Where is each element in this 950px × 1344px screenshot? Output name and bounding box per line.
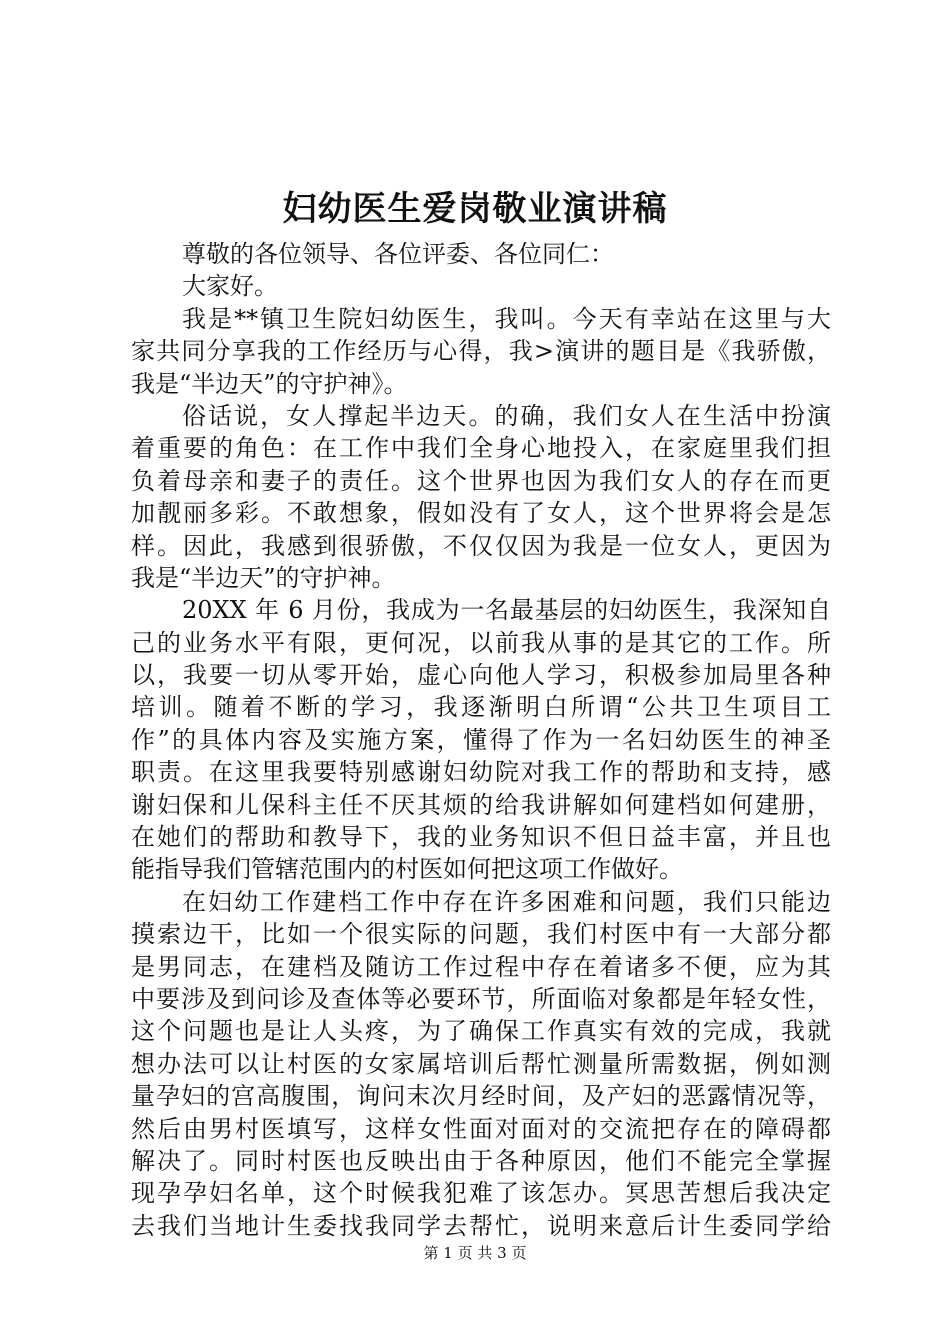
- text-line: 职责。在这里我要特别感谢妇幼院对我工作的帮助和支持，感: [131, 758, 831, 787]
- text-line: 20XX 年 6 月份，我成为一名最基层的妇幼医生，我深知自: [182, 596, 831, 625]
- document-body: [131, 238, 831, 1242]
- text-line: 俗话说，女人撑起半边天。的确，我们女人在生活中扮演: [182, 401, 831, 430]
- text-line: 然后由男村医填写，这样女性面对面对的交流把存在的障碍都: [131, 1114, 831, 1143]
- text-line: 己的业务水平有限，更何况，以前我从事的是其它的工作。所: [131, 628, 831, 657]
- text-line: 加靓丽多彩。不敢想象，假如没有了女人，这个世界将会是怎: [131, 499, 831, 528]
- text-line: 负着母亲和妻子的责任。这个世界也因为我们女人的存在而更: [131, 466, 831, 495]
- text-line: 能指导我们管辖范围内的村医如何把这项工作做好。: [131, 855, 683, 884]
- text-line: 中要涉及到问诊及查体等必要环节，所面临对象都是年轻女性，: [131, 984, 831, 1013]
- text-line: 在她们的帮助和教导下，我的业务知识不但日益丰富，并且也: [131, 823, 831, 852]
- text-line: 以，我要一切从零开始，虚心向他人学习，积极参加局里各种: [131, 661, 831, 690]
- text-line: 想办法可以让村医的女家属培训后帮忙测量所需数据，例如测: [131, 1049, 831, 1078]
- text-line: 量孕妇的宫高腹围，询问末次月经时间，及产妇的恶露情况等，: [131, 1082, 831, 1111]
- text-line: 谢妇保和儿保科主任不厌其烦的给我讲解如何建档如何建册，: [131, 790, 831, 819]
- text-line: 着重要的角色：在工作中我们全身心地投入，在家庭里我们担: [131, 434, 831, 463]
- text-line: 现孕孕妇名单，这个时候我犯难了该怎办。冥思苦想后我决定: [131, 1179, 831, 1208]
- text-line: 是男同志，在建档及随访工作过程中存在着诸多不便，应为其: [131, 952, 831, 981]
- text-line: 培训。随着不断的学习，我逐渐明白所谓“公共卫生项目工: [131, 693, 831, 722]
- text-line: 尊敬的各位领导、各位评委、各位同仁：: [182, 240, 614, 268]
- text-line: 我是**镇卫生院妇幼医生，我叫。今天有幸站在这里与大: [182, 304, 831, 333]
- text-line: 我是“半边天”的守护神。: [131, 563, 396, 592]
- text-line: 大家好。: [182, 272, 278, 301]
- text-line: 样。因此，我感到很骄傲，不仅仅因为我是一位女人，更因为: [131, 531, 831, 560]
- page-footer: 第 1 页 共 3 页: [423, 1244, 527, 1262]
- text-line: 我是“半边天”的守护神》。: [131, 369, 408, 398]
- text-line: 解决了。同时村医也反映出由于各种原因，他们不能完全掌握: [131, 1146, 831, 1175]
- text-line: 在妇幼工作建档工作中存在许多困难和问题，我们只能边: [182, 887, 831, 916]
- text-line: 摸索边干，比如一个很实际的问题，我们村医中有一大部分都: [131, 920, 831, 949]
- text-line: 家共同分享我的工作经历与心得，我>演讲的题目是《我骄傲，: [131, 337, 831, 366]
- text-line: 作”的具体内容及实施方案，懂得了作为一名妇幼医生的神圣: [131, 725, 831, 754]
- text-line: 这个问题也是让人头疼，为了确保工作真实有效的完成，我就: [131, 1017, 831, 1046]
- document-title: 妇幼医生爱岗敬业演讲稿: [282, 189, 668, 229]
- text-line: 去我们当地计生委找我同学去帮忙，说明来意后计生委同学给: [131, 1211, 831, 1240]
